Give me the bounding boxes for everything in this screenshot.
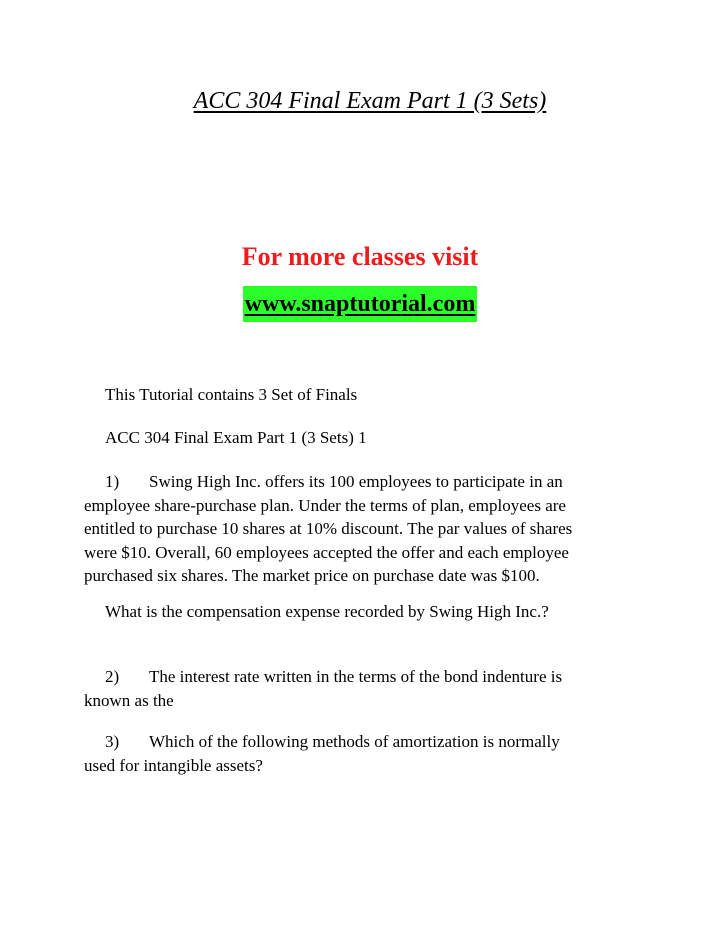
intro-text: This Tutorial contains 3 Set of Finals	[105, 385, 358, 404]
question-3-line-1	[84, 730, 644, 754]
question-2-number: 2)	[105, 667, 120, 686]
question-3	[84, 730, 644, 777]
question-1-line-4: were $10. Overall, 60 employees accepted the offer and each employee	[84, 542, 569, 562]
question-1-text-1: Swing High Inc. offers its 100 employees to participate in an	[149, 472, 563, 491]
snaptutorial-link[interactable]: www.snaptutorial.com	[243, 286, 478, 322]
question-3-line-2: used for intangible assets?	[84, 755, 263, 775]
subtitle-text: ACC 304 Final Exam Part 1 (3 Sets) 1	[105, 428, 367, 447]
question-3-number: 3)	[105, 732, 120, 751]
question-1-line-3: entitled to purchase 10 shares at 10% discount. The par values of shares	[84, 519, 573, 538]
promo-text: For more classes visit	[241, 242, 479, 271]
question-2-line-1	[84, 665, 644, 689]
question-1-prompt-text: What is the compensation expense recorded by Swing High Inc.?	[105, 602, 549, 621]
question-1	[84, 470, 644, 588]
question-3-text-1: Which of the following methods of amortization is normally	[149, 732, 560, 751]
intro-paragraph	[84, 383, 644, 407]
document-title: ACC 304 Final Exam Part 1 (3 Sets)	[193, 88, 547, 114]
question-2	[84, 665, 644, 712]
question-1-number: 1)	[105, 472, 120, 491]
question-2-text-1: The interest rate written in the terms of the bond indenture is	[149, 667, 563, 686]
promo-link-wrapper	[0, 286, 720, 326]
subtitle-paragraph	[84, 426, 644, 450]
question-1-line-2: employee share-purchase plan. Under the terms of plan, employees are	[84, 495, 566, 515]
question-2-line-2: known as the	[84, 690, 174, 710]
question-1-line-1	[84, 470, 644, 494]
question-1-prompt	[84, 600, 644, 624]
question-1-line-5: purchased six shares. The market price on purchase date was $100.	[84, 566, 540, 585]
